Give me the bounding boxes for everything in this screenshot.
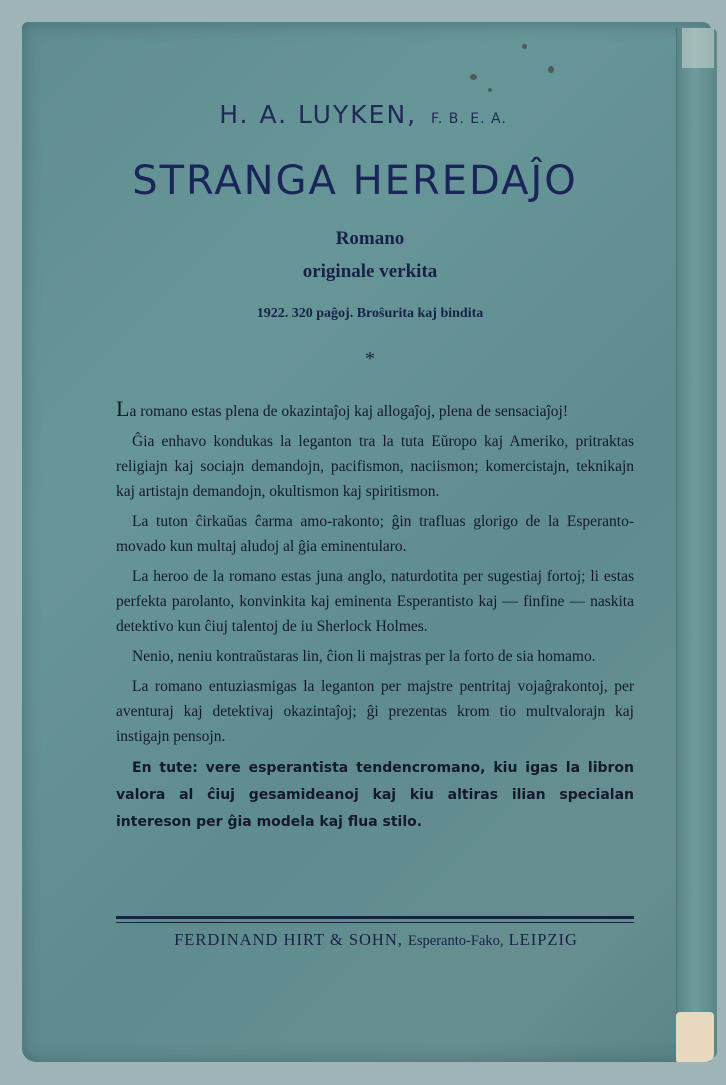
divider-rule-thin — [116, 922, 634, 923]
publisher-ampersand: & — [329, 930, 344, 949]
divider-asterisk: * — [365, 348, 375, 370]
author-suffix: F. B. E. A. — [431, 111, 507, 127]
author-name: H. A. LUYKEN, — [219, 100, 418, 129]
description-paragraph: La tuton ĉirkaŭas ĉarma amo-rakonto; ĝin trafluas glorigo de la Esperanto-movado kun multaj aludoj al ĝia eminentularo. — [116, 513, 634, 555]
description-paragraph: Ĝia enhavo kondukas la leganton tra la tuta Eŭropo kaj Ameriko, pritraktas religiajn kaj sociajn demandojn, pacifismon, naciismon; komercistajn, teknikajn kaj artistajn demandojn, okultismon kaj spiritismon. — [116, 433, 634, 500]
description-paragraph: La romano estas plena de okazintaĵoj kaj allogaĵoj, plena de sensaciaĵoj! — [116, 396, 569, 421]
divider-rule — [116, 916, 634, 919]
description-paragraph: Nenio, neniu kontraŭstaras lin, ĉion li majstras per la forto de sia homamo. — [132, 648, 596, 665]
description-paragraph: La heroo de la romano estas juna anglo, naturdotita per sugestiaj fortoj; li estas perfekta parolanto, konvinkita kaj eminenta Esperantisto kaj — finfine — naskita detektivo kun ĉiuj talentoj de iu Sherlock Holmes. — [116, 568, 634, 635]
description-text — [116, 396, 634, 841]
subtitle: originale verkita — [302, 261, 438, 282]
genre: Romano — [335, 228, 405, 249]
publisher-city: LEIPZIG — [508, 930, 578, 949]
publisher-dept: Esperanto-Fako, — [408, 933, 504, 949]
book-title: STRANGA HEREDAĴO — [132, 158, 578, 204]
description-paragraph: La romano entuziasmigas la leganton per majstre pentritaj vojaĝrakontoj, per aventuraj kaj detektivaj okazintaĵoj; ĝi prezentas krom tio multvalorajn kaj instigajn pensojn. — [116, 678, 634, 745]
publisher-line — [116, 930, 636, 950]
initial-letter: L — [116, 396, 130, 421]
summary-paragraph: En tute: vere esperantista tendencromano, kiu igas la libron valora al ĉiuj gesamideanoj kaj kiu altiras ilian specialan intereson per ĝia modela kaj flua stilo. — [116, 760, 634, 830]
publication-info: 1922. 320 paĝoj. Broŝurita kaj bindita — [256, 306, 484, 321]
author-line — [0, 100, 726, 129]
publisher-name: FERDINAND HIRT — [174, 930, 325, 949]
publisher-sohn: SOHN, — [348, 930, 403, 949]
